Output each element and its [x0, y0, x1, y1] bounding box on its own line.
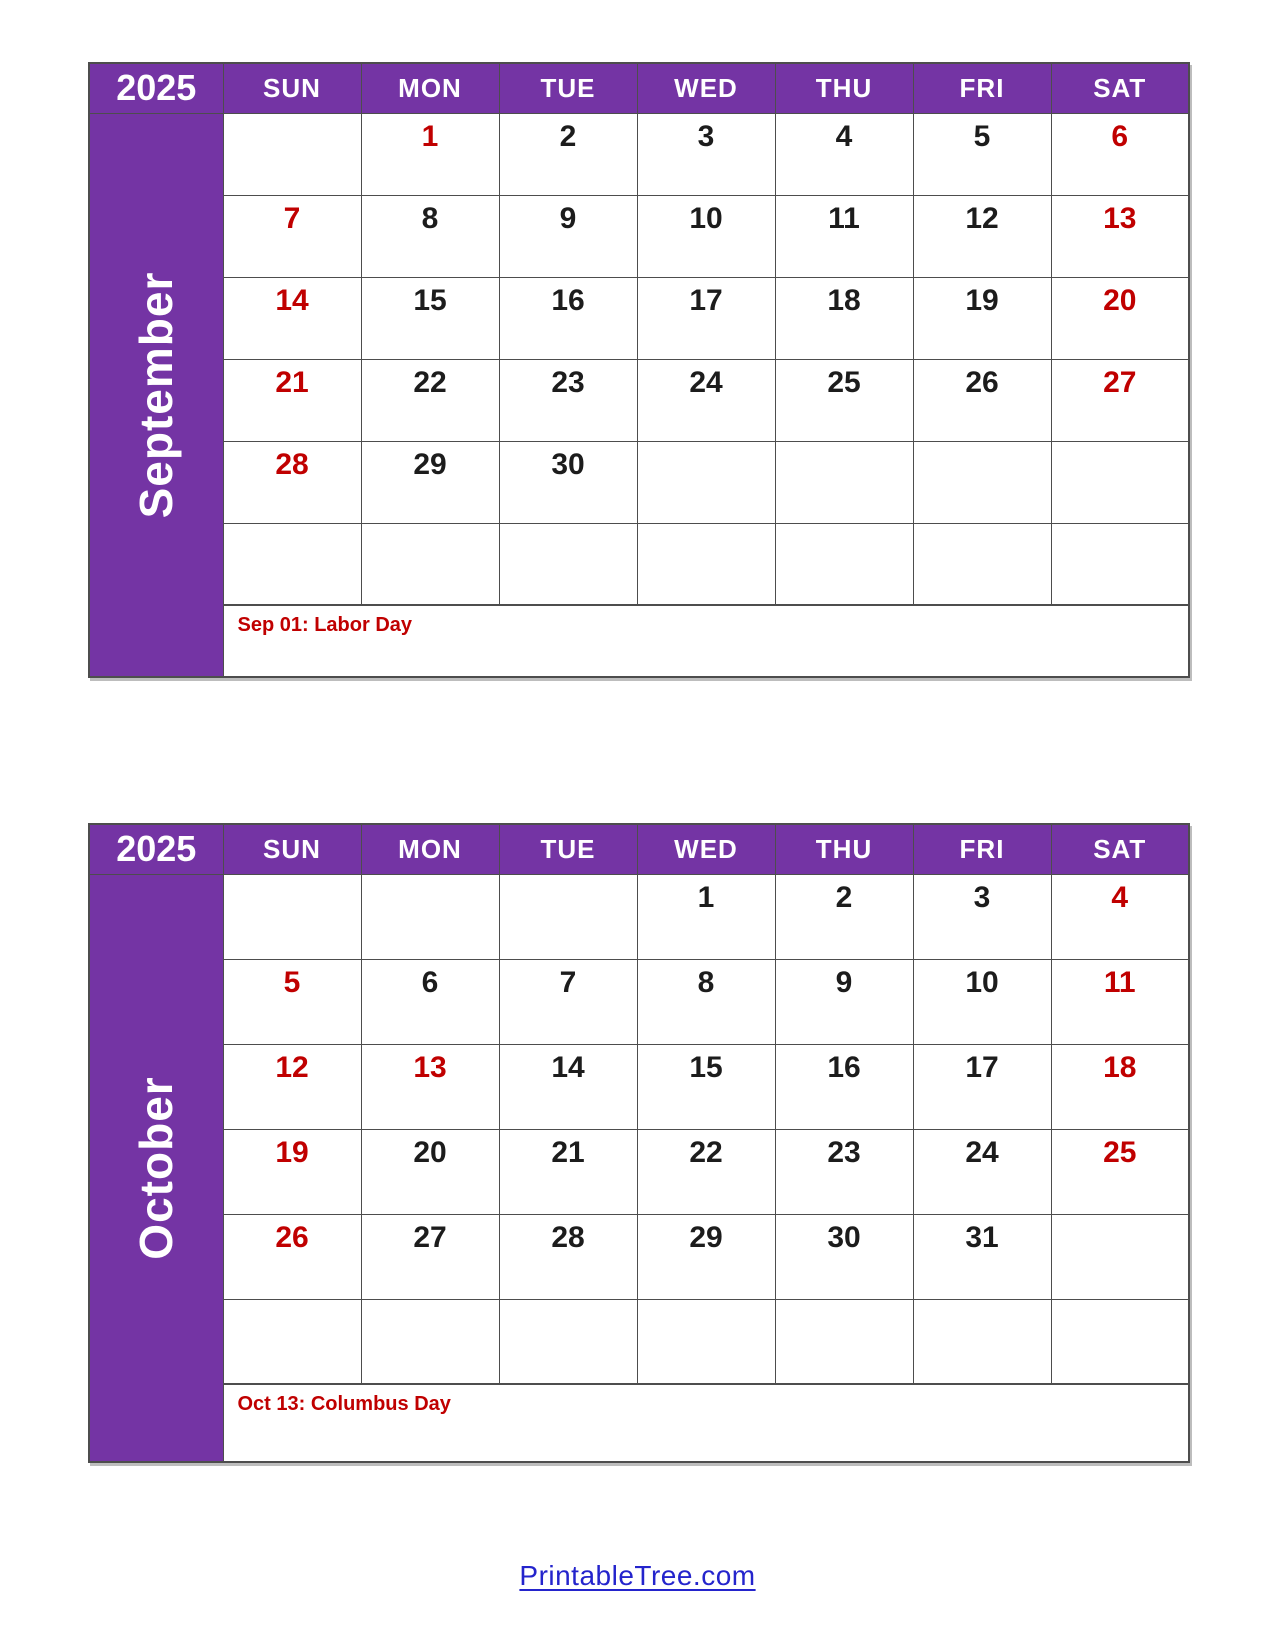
day-header-fri: FRI: [913, 63, 1051, 113]
day-cell: [637, 1129, 775, 1214]
holiday-row: [223, 605, 1189, 677]
day-cell: [499, 441, 637, 523]
day-cell: [775, 874, 913, 959]
day-number: 26: [965, 365, 999, 399]
day-number: 14: [275, 283, 309, 317]
empty-day-cell: [913, 441, 1051, 523]
day-cell: [913, 277, 1051, 359]
empty-day-cell: [361, 874, 499, 959]
day-number: 5: [973, 119, 991, 153]
day-number: 10: [965, 965, 999, 999]
empty-day-cell: [1051, 441, 1189, 523]
day-header-sun: SUN: [223, 824, 361, 874]
day-number: 3: [973, 880, 991, 914]
day-cell: [1051, 874, 1189, 959]
day-number: 1: [697, 880, 715, 914]
month-sidebar: [89, 113, 223, 677]
day-number: 2: [559, 119, 577, 153]
day-number: 19: [965, 283, 999, 317]
day-header-fri: FRI: [913, 824, 1051, 874]
day-header-thu: THU: [775, 824, 913, 874]
day-header-mon: MON: [361, 63, 499, 113]
day-header-wed: WED: [637, 63, 775, 113]
day-number: 22: [413, 365, 447, 399]
day-header-sat: SAT: [1051, 824, 1189, 874]
day-cell: [499, 277, 637, 359]
day-cell: [361, 1044, 499, 1129]
day-number: 28: [275, 447, 309, 481]
day-number: 20: [1103, 283, 1137, 317]
year-label: 2025: [89, 63, 223, 113]
day-cell: [223, 441, 361, 523]
day-number: 16: [551, 283, 585, 317]
empty-day-cell: [499, 874, 637, 959]
empty-day-cell: [637, 1299, 775, 1384]
day-cell: [913, 359, 1051, 441]
empty-day-cell: [361, 523, 499, 605]
day-cell: [499, 959, 637, 1044]
empty-day-cell: [913, 1299, 1051, 1384]
day-number: 29: [413, 447, 447, 481]
day-cell: [637, 874, 775, 959]
day-number: 10: [689, 201, 723, 235]
day-cell: [223, 959, 361, 1044]
day-number: 9: [835, 965, 853, 999]
day-number: 2: [835, 880, 853, 914]
day-number: 6: [1111, 119, 1129, 153]
day-cell: [775, 959, 913, 1044]
day-cell: [775, 277, 913, 359]
day-number: 7: [559, 965, 577, 999]
day-number: 4: [835, 119, 853, 153]
day-number: 25: [827, 365, 861, 399]
day-cell: [637, 959, 775, 1044]
day-cell: [637, 277, 775, 359]
day-cell: [913, 1044, 1051, 1129]
day-cell: [361, 441, 499, 523]
day-cell: [223, 1129, 361, 1214]
day-number: 5: [283, 965, 301, 999]
day-number: 21: [275, 365, 309, 399]
day-number: 8: [697, 965, 715, 999]
day-number: 28: [551, 1220, 585, 1254]
day-number: 27: [1103, 365, 1137, 399]
day-cell: [361, 1214, 499, 1299]
day-number: 25: [1103, 1135, 1137, 1169]
day-cell: [223, 359, 361, 441]
empty-day-cell: [1051, 523, 1189, 605]
day-cell: [361, 1129, 499, 1214]
day-cell: [913, 113, 1051, 195]
day-number: 11: [828, 201, 860, 235]
day-cell: [499, 113, 637, 195]
day-number: 29: [689, 1220, 723, 1254]
day-number: 27: [413, 1220, 447, 1254]
day-cell: [1051, 195, 1189, 277]
day-cell: [637, 113, 775, 195]
holiday-note: Sep 01: Labor Day: [237, 614, 413, 636]
day-cell: [913, 195, 1051, 277]
day-cell: [775, 1129, 913, 1214]
day-cell: [775, 195, 913, 277]
day-number: 24: [965, 1135, 999, 1169]
day-header-wed: WED: [637, 824, 775, 874]
day-cell: [775, 113, 913, 195]
day-header-thu: THU: [775, 63, 913, 113]
day-cell: [499, 1214, 637, 1299]
footer-link[interactable]: PrintableTree.com: [519, 1560, 756, 1591]
day-cell: [499, 1129, 637, 1214]
day-number: 31: [965, 1220, 999, 1254]
day-cell: [1051, 1044, 1189, 1129]
day-header-tue: TUE: [499, 63, 637, 113]
day-cell: [913, 959, 1051, 1044]
empty-day-cell: [775, 1299, 913, 1384]
day-number: 22: [689, 1135, 723, 1169]
calendar-table: [88, 62, 1190, 678]
day-number: 3: [697, 119, 715, 153]
day-number: 9: [559, 201, 577, 235]
holiday-row: [223, 1384, 1189, 1462]
day-number: 24: [689, 365, 723, 399]
day-number: 23: [551, 365, 585, 399]
day-cell: [361, 195, 499, 277]
holiday-note: Oct 13: Columbus Day: [237, 1393, 451, 1415]
calendar-october: [88, 823, 1190, 1463]
day-number: 11: [1103, 965, 1136, 999]
day-number: 16: [827, 1050, 861, 1084]
day-cell: [361, 277, 499, 359]
day-number: 1: [421, 119, 439, 153]
day-number: 20: [413, 1135, 447, 1169]
month-label: October: [130, 1076, 183, 1260]
day-number: 26: [275, 1220, 309, 1254]
empty-day-cell: [223, 874, 361, 959]
calendar-september: [88, 62, 1190, 678]
day-cell: [499, 359, 637, 441]
day-cell: [1051, 277, 1189, 359]
footer: [0, 1560, 1275, 1592]
day-number: 21: [551, 1135, 585, 1169]
day-cell: [223, 1214, 361, 1299]
day-cell: [223, 195, 361, 277]
day-number: 23: [827, 1135, 861, 1169]
empty-day-cell: [223, 113, 361, 195]
empty-day-cell: [499, 523, 637, 605]
empty-day-cell: [499, 1299, 637, 1384]
day-number: 12: [965, 201, 999, 235]
day-number: 15: [689, 1050, 723, 1084]
day-number: 6: [421, 965, 439, 999]
day-cell: [913, 874, 1051, 959]
day-number: 18: [1103, 1050, 1137, 1084]
day-cell: [775, 1214, 913, 1299]
day-number: 7: [283, 201, 301, 235]
day-number: 14: [551, 1050, 585, 1084]
day-number: 12: [275, 1050, 309, 1084]
empty-day-cell: [223, 1299, 361, 1384]
day-cell: [361, 113, 499, 195]
day-number: 17: [965, 1050, 999, 1084]
day-number: 30: [551, 447, 585, 481]
day-cell: [1051, 1129, 1189, 1214]
day-number: 30: [827, 1220, 861, 1254]
day-header-sun: SUN: [223, 63, 361, 113]
day-number: 13: [1103, 201, 1137, 235]
day-number: 4: [1111, 880, 1129, 914]
empty-day-cell: [637, 523, 775, 605]
empty-day-cell: [775, 441, 913, 523]
month-label: September: [130, 271, 183, 519]
day-cell: [223, 277, 361, 359]
calendar-table: [88, 823, 1190, 1463]
day-number: 17: [689, 283, 723, 317]
day-cell: [499, 195, 637, 277]
empty-day-cell: [223, 523, 361, 605]
day-number: 13: [413, 1050, 447, 1084]
day-cell: [361, 359, 499, 441]
empty-day-cell: [361, 1299, 499, 1384]
empty-day-cell: [775, 523, 913, 605]
day-number: 8: [421, 201, 439, 235]
day-cell: [1051, 113, 1189, 195]
empty-day-cell: [637, 441, 775, 523]
day-header-sat: SAT: [1051, 63, 1189, 113]
empty-day-cell: [1051, 1214, 1189, 1299]
empty-day-cell: [1051, 1299, 1189, 1384]
day-cell: [775, 1044, 913, 1129]
day-cell: [637, 359, 775, 441]
day-cell: [637, 1044, 775, 1129]
month-sidebar: [89, 874, 223, 1462]
day-cell: [913, 1214, 1051, 1299]
day-cell: [637, 195, 775, 277]
day-cell: [361, 959, 499, 1044]
day-number: 15: [413, 283, 447, 317]
day-header-tue: TUE: [499, 824, 637, 874]
day-cell: [1051, 359, 1189, 441]
day-cell: [913, 1129, 1051, 1214]
day-cell: [775, 359, 913, 441]
day-cell: [499, 1044, 637, 1129]
day-header-mon: MON: [361, 824, 499, 874]
day-cell: [637, 1214, 775, 1299]
day-cell: [1051, 959, 1189, 1044]
day-number: 19: [275, 1135, 309, 1169]
day-cell: [223, 1044, 361, 1129]
year-label: 2025: [89, 824, 223, 874]
empty-day-cell: [913, 523, 1051, 605]
day-number: 18: [827, 283, 861, 317]
